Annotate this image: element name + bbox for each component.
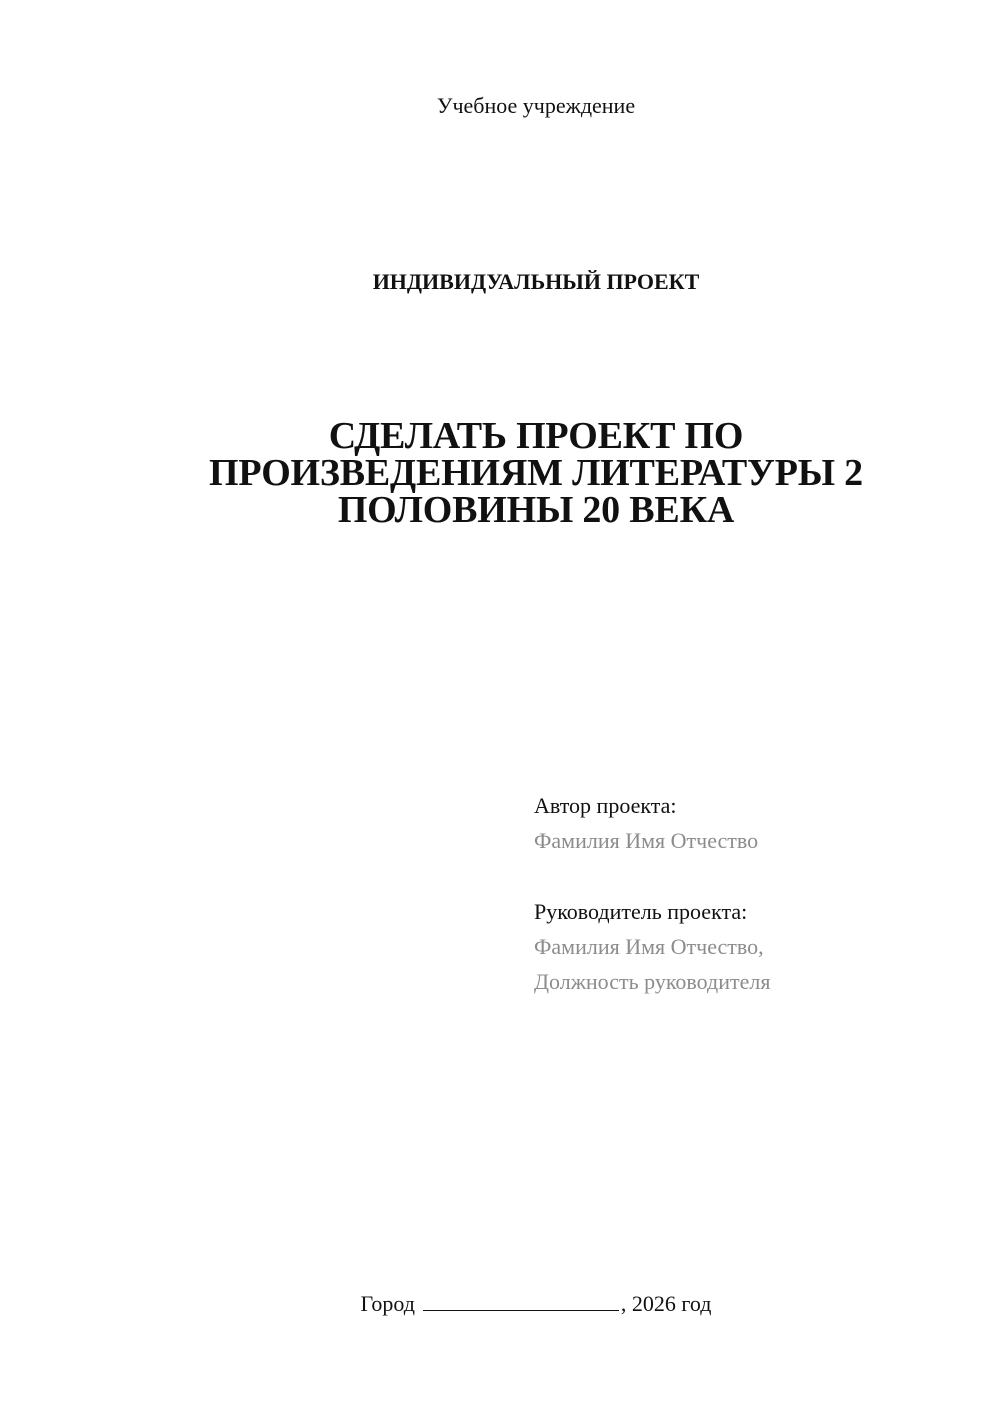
institution-name: Учебное учреждение bbox=[436, 93, 636, 118]
author-name-placeholder: Фамилия Имя Отчество bbox=[534, 828, 759, 853]
city-label: Город bbox=[360, 1291, 415, 1316]
city-blank-line bbox=[423, 1290, 619, 1311]
footer-city-year bbox=[0, 1290, 1000, 1318]
year-text: , 2026 год bbox=[620, 1291, 712, 1316]
project-title-line-1: СДЕЛАТЬ ПРОЕКТ ПО bbox=[328, 415, 744, 457]
document-type-heading: ИНДИВИДУАЛЬНЫЙ ПРОЕКТ bbox=[372, 269, 700, 294]
project-title-line-3: ПОЛОВИНЫ 20 ВЕКА bbox=[337, 489, 735, 531]
supervisor-label: Руководитель проекта: bbox=[534, 899, 748, 924]
supervisor-name-placeholder: Фамилия Имя Отчество, bbox=[534, 934, 764, 959]
authors-block bbox=[534, 788, 974, 999]
author-label: Автор проекта: bbox=[534, 793, 677, 818]
project-title-line-2: ПРОИЗВЕДЕНИЯМ ЛИТЕРАТУРЫ 2 bbox=[209, 452, 863, 494]
supervisor-position-placeholder: Должность руководителя bbox=[534, 969, 771, 994]
project-title bbox=[170, 415, 902, 531]
authors-spacer bbox=[534, 858, 974, 894]
